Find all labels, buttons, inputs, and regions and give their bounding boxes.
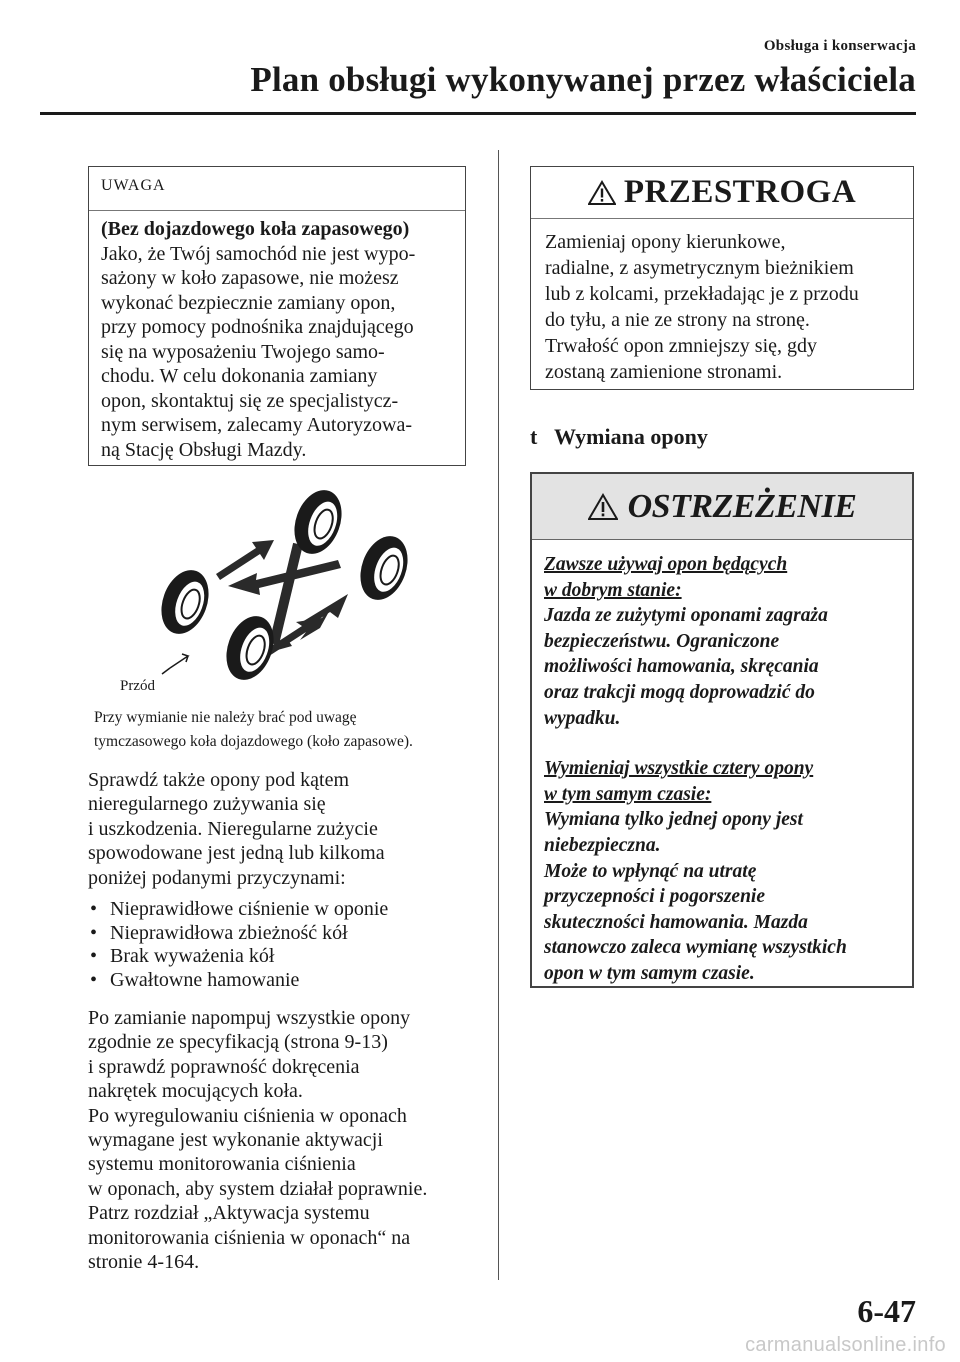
para-line: wymagane jest wykonanie aktywacji [88,1129,383,1152]
list-item: • Brak wyważenia kół [88,945,488,969]
warning-line: oraz trakcji mogą doprowadzić do [544,681,815,703]
warning-box [530,472,914,988]
warning-line: możliwości hamowania, skręcania [544,656,819,678]
caution-header [531,167,913,219]
header-rule [40,112,916,115]
warning-line: Wymiana tylko jednej opony jest [544,809,803,831]
para-line: Patrz rozdział „Aktywacja systemu [88,1202,370,1225]
para-line: systemu monitorowania ciśnienia [88,1153,356,1176]
warning-subheading: w dobrym stanie: [544,579,682,601]
warning-triangle-icon [588,493,618,521]
warning-line: stanowczo zaleca wymianę wszystkich [544,937,847,959]
warning-triangle-icon [588,180,616,206]
caution-line: radialne, z asymetrycznym bieżnikiem [545,257,854,279]
warning-body [532,540,912,987]
para-line: Po wyregulowaniu ciśnienia w oponach [88,1104,407,1127]
warning-line: skuteczności hamowania. Mazda [544,911,808,933]
para-line: stronie 4-164. [88,1251,200,1274]
para-line: Po zamianie napompuj wszystkie opony [88,1007,411,1029]
warning-title: OSTRZEŻENIE [627,487,857,525]
rotation-arrow [216,540,274,580]
caution-line: lub z kolcami, przekładając je z przodu [545,283,859,305]
note-line: się na wyposażeniu Twojego samo- [101,340,385,363]
note-heading: UWAGA [89,167,465,211]
warning-line: przyczepności i pogorszenie [544,886,765,908]
note-line: przy pomocy podnośnika znajdującego [101,316,414,338]
page-title: Plan obsługi wykonywanej przez właściciela [250,60,916,99]
caution-line: do tyłu, a nie ze strony na stronę. [545,309,810,331]
list-item: • Nieprawidłowe ciśnienie w oponie [88,898,488,922]
list-item: • Nieprawidłowa zbieżność kół [88,922,488,946]
caution-line: Zamieniaj opony kierunkowe, [545,231,786,253]
note-line: Jako, że Twój samochód nie jest wypo- [101,242,416,265]
watermark: carmanualsonline.info [745,1334,946,1356]
warning-line: wypadku. [544,707,621,729]
para-line: spowodowane jest jedną lub kilkoma [88,842,385,865]
para-line: nieregularnego zużywania się [88,793,326,816]
caution-body [531,219,913,385]
para-line: i sprawdź poprawność dokręcenia [88,1055,360,1078]
caution-line: Trwałość opon zmniejszy się, gdy [545,335,818,357]
para-line: Sprawdź także opony pod kątem [88,769,350,791]
section-heading [530,424,708,450]
note-line: opon, skontaktuj się ze specjalistycz- [101,389,399,412]
warning-line: Jazda ze zużytymi oponami zagraża [544,605,828,627]
caption-line: tymczasowego koła dojazdowego (koło zapasowe). [94,733,413,750]
paragraph-irregular-wear [88,768,488,890]
paragraph-after-rotation [88,1006,488,1274]
note-box [88,166,466,466]
section-marker: t [530,424,538,449]
warning-header [532,474,912,540]
tire-icon [352,529,416,606]
note-line: ną Stację Obsługi Mazdy. [101,438,307,461]
para-line: w oponach, aby system działał poprawnie. [88,1177,428,1200]
tire-rotation-diagram [88,482,468,702]
front-label: Przód [120,678,155,694]
note-body [89,211,465,462]
rotation-arrow-cross [274,544,298,644]
tire-icon [218,609,282,686]
para-line: monitorowania ciśnienia w oponach“ na [88,1226,411,1249]
page-number: 6-47 [857,1293,916,1329]
warning-line: bezpieczeństwu. Ograniczone [544,630,780,652]
para-line: i uszkodzenia. Nieregularne zużycie [88,817,378,840]
caution-title: PRZESTROGA [623,174,857,210]
column-divider [498,150,499,1280]
spacer [544,731,902,756]
para-line: nakrętek mocujących koła. [88,1080,303,1103]
caution-line: zostaną zamienione stronami. [545,361,783,383]
note-line: wykonać bezpiecznie zamiany opon, [101,291,396,314]
warning-line: opon w tym samym czasie. [544,962,755,984]
warning-subheading: Wymieniaj wszystkie cztery opony [544,758,814,780]
note-subheading: (Bez dojazdowego koła zapasowego) [101,218,410,240]
section-name: Obsługa i konserwacja [763,38,916,54]
causes-list [88,898,488,992]
para-line: zgodnie ze specyfikacją (strona 9-13) [88,1031,388,1054]
note-line: chodu. W celu dokonania zamiany [101,365,378,387]
warning-subheading: Zawsze używaj opon będących [544,554,788,575]
list-item: • Gwałtowne hamowanie [88,969,488,993]
figure-caption [94,706,474,754]
section-heading-text: Wymiana opony [554,424,708,449]
warning-subheading: w tym samym czasie: [544,783,712,805]
note-line: sażony w koło zapasowe, nie możesz [101,267,399,289]
note-line: nym serwisem, zalecamy Autoryzowa- [101,414,413,436]
para-line: poniżej podanymi przyczynami: [88,866,346,889]
tire-icon [153,563,217,640]
front-direction-icon [162,654,188,674]
warning-line: Może to wpłynąć na utratę [544,860,757,882]
warning-line: niebezpieczna. [544,834,661,856]
caption-line: Przy wymianie nie należy brać pod uwagę [94,709,357,726]
caution-box [530,166,914,390]
